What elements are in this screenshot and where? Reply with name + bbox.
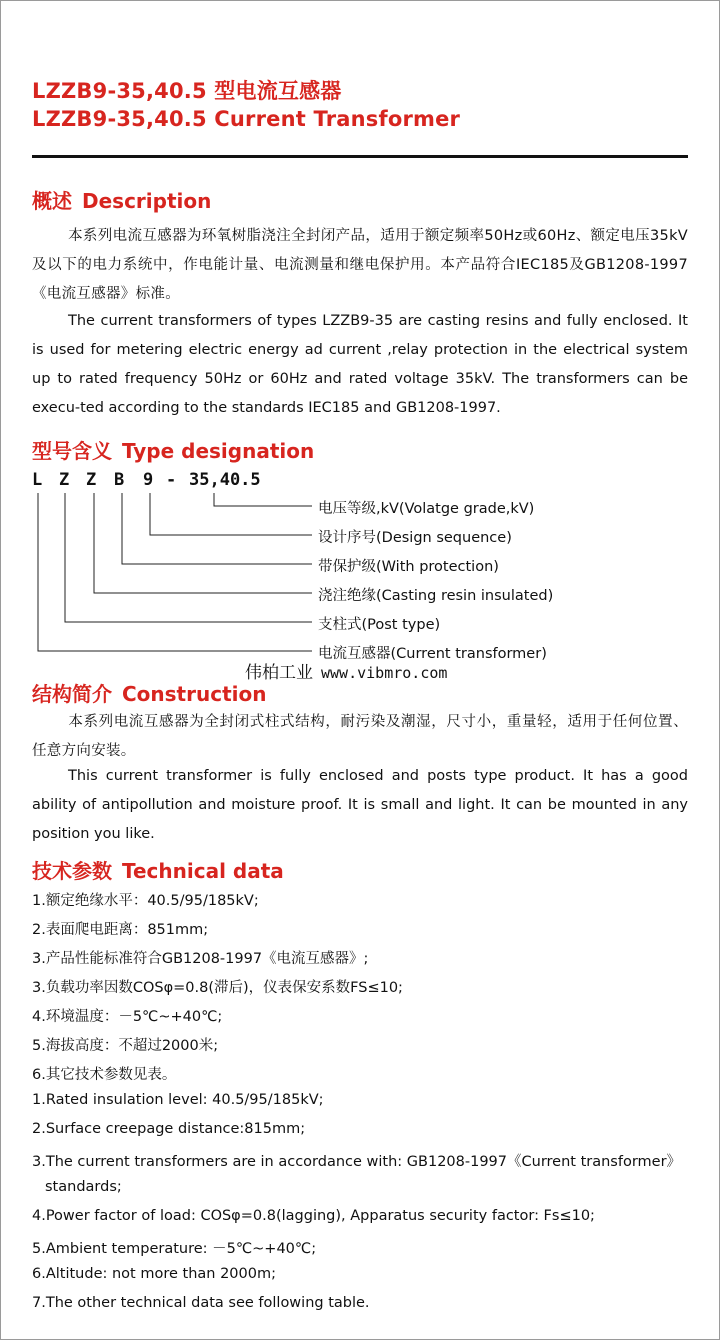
code-char-z2: Z xyxy=(86,470,97,490)
tech-item-en-3-cont: standards; xyxy=(45,1179,122,1195)
watermark-url: www.vibmro.com xyxy=(321,664,448,682)
watermark xyxy=(245,658,447,683)
construction-heading-en: Construction xyxy=(122,682,267,706)
code-char-9: 9 xyxy=(143,470,154,490)
label-voltage-grade: 电压等级,kV(Volatge grade,kV) xyxy=(318,501,535,517)
label-design-sequence: 设计序号(Design sequence) xyxy=(318,530,512,546)
label-current-transformer: 电流互感器(Current transformer) xyxy=(318,646,547,662)
tech-item-zh-4: 3.负载功率因数COSφ=0.8(滞后)，仪表保安系数FS≤10; xyxy=(32,980,403,996)
code-char-z1: Z xyxy=(59,470,70,490)
type-heading-zh: 型号含义 xyxy=(32,439,112,463)
code-char-l: L xyxy=(32,470,43,490)
label-casting-resin: 浇注绝缘(Casting resin insulated) xyxy=(318,588,554,604)
tech-item-zh-3: 3.产品性能标准符合GB1208-1997《电流互感器》; xyxy=(32,951,369,967)
construction-heading xyxy=(32,678,266,707)
label-with-protection: 带保护级(With protection) xyxy=(318,559,499,575)
code-char-dash: - xyxy=(166,470,177,490)
description-en-text: The current transformers of types LZZB9-35 are casting resins and fully enclosed. It is used for metering electric energy ad current ,relay protection in the electrical system up to rated frequency 50Hz or 60Hz and rated voltage 35kV. The transformers can be execu-ted according to the standards IEC185 and GB1208-1997. xyxy=(32,313,688,416)
leader-voltage xyxy=(214,493,312,506)
leader-casting xyxy=(94,493,312,593)
tech-item-en-7: 7.The other technical data see following table. xyxy=(32,1295,370,1311)
code-voltage: 35,40.5 xyxy=(189,470,261,490)
description-heading-en: Description xyxy=(82,189,212,213)
tech-item-zh-7: 6.其它技术参数见表。 xyxy=(32,1067,177,1083)
tech-item-en-4: 4.Power factor of load: COSφ=0.8(lagging), Apparatus security factor: Fs≤10; xyxy=(32,1208,595,1224)
technical-heading-zh: 技术参数 xyxy=(32,859,112,883)
label-post-type: 支柱式(Post type) xyxy=(318,617,441,633)
watermark-brand: 伟柏工业 xyxy=(245,663,313,683)
title-en: LZZB9-35,40.5 Current Transformer xyxy=(32,107,461,131)
leader-current-transformer xyxy=(38,493,312,651)
tech-item-en-5: 5.Ambient temperature: －5℃~+40℃; xyxy=(32,1241,317,1257)
technical-heading-en: Technical data xyxy=(122,859,284,883)
tech-item-zh-1: 1.额定绝缘水平：40.5/95/185kV; xyxy=(32,893,259,909)
construction-en-text: This current transformer is fully enclosed and posts type product. It has a good ability of antipollution and moisture proof. It is small and light. It can be mounted in any position you like. xyxy=(32,768,688,842)
tech-item-en-2: 2.Surface creepage distance:815mm; xyxy=(32,1121,306,1137)
tech-item-en-3: 3.The current transformers are in accordance with: GB1208-1997《Current transformer》 xyxy=(32,1154,682,1170)
description-zh-text: 本系列电流互感器为环氧树脂浇注全封闭产品，适用于额定频率50Hz或60Hz、额定电压35kV及以下的电力系统中，作电能计量、电流测量和继电保护用。本产品符合IEC185及GB1208-1997《电流互感器》标准。 xyxy=(32,228,688,302)
tech-item-en-1: 1.Rated insulation level: 40.5/95/185kV; xyxy=(32,1092,324,1108)
construction-zh-paragraph xyxy=(32,708,688,766)
construction-en-paragraph xyxy=(32,762,688,849)
leader-design-sequence xyxy=(150,493,312,535)
tech-item-en-6: 6.Altitude: not more than 2000m; xyxy=(32,1266,276,1282)
construction-zh-text: 本系列电流互感器为全封闭式柱式结构，耐污染及潮湿，尺寸小，重量轻，适用于任何位置、任意方向安装。 xyxy=(32,714,688,759)
title-zh: LZZB9-35,40.5 型电流互感器 xyxy=(32,79,342,103)
technical-heading xyxy=(32,855,284,884)
code-char-b: B xyxy=(114,470,125,490)
tech-item-zh-6: 5.海拔高度：不超过2000米; xyxy=(32,1038,219,1054)
tech-item-zh-5: 4.环境温度：－5℃~+40℃; xyxy=(32,1009,223,1025)
leader-post xyxy=(65,493,312,622)
type-heading-en: Type designation xyxy=(122,439,315,463)
tech-item-zh-2: 2.表面爬电距离：851mm; xyxy=(32,922,209,938)
description-heading-zh: 概述 xyxy=(32,189,72,213)
construction-heading-zh: 结构简介 xyxy=(32,682,112,706)
